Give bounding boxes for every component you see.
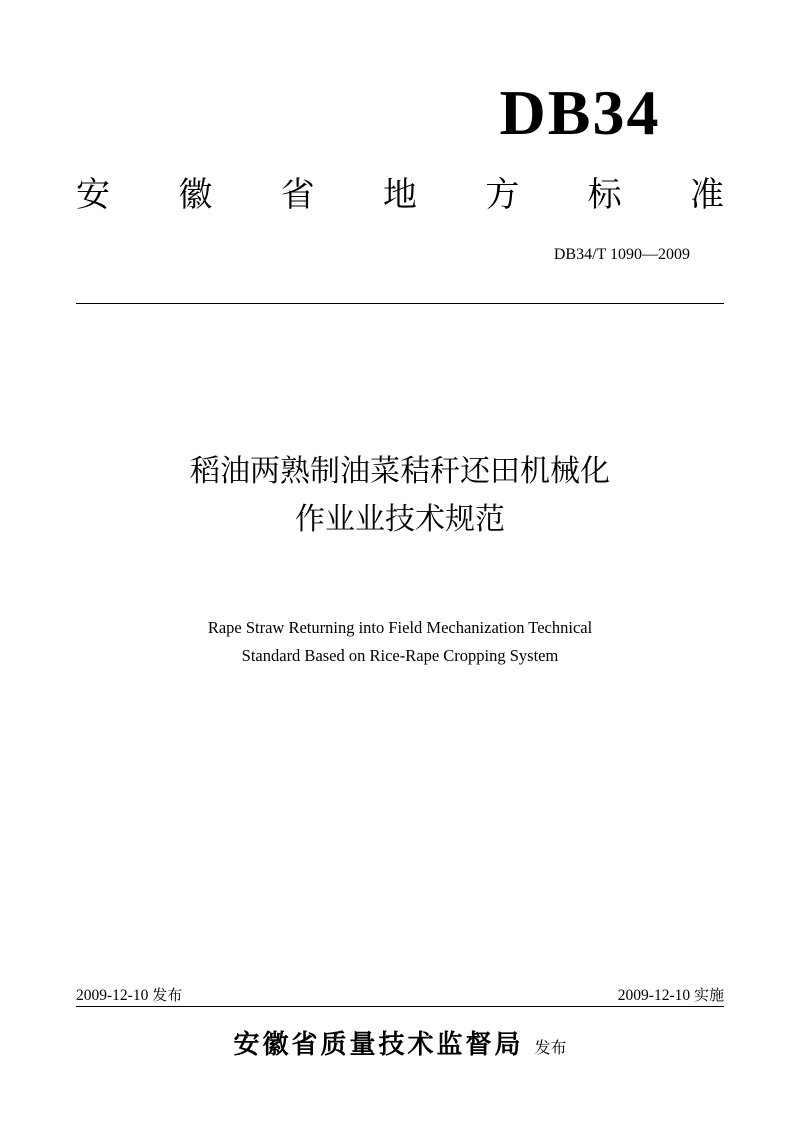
chinese-title-line-2: 作业业技术规范	[295, 502, 505, 537]
release-date-line	[76, 985, 182, 1006]
standard-type-char: 安	[76, 175, 110, 215]
implement-date: 2009-12-10	[617, 987, 691, 1004]
release-label: 发布	[152, 986, 183, 1004]
issuer-line	[76, 1025, 724, 1068]
standard-number: DB34/T 1090—2009	[553, 246, 690, 263]
english-title	[76, 614, 724, 670]
bottom-divider	[76, 1006, 724, 1007]
english-title-line-2: Standard Based on Rice-Rape Cropping System	[241, 646, 559, 665]
issuer-suffix: 发布	[534, 1038, 567, 1057]
standard-code: DB34	[499, 77, 661, 148]
release-date: 2009-12-10	[76, 987, 149, 1004]
issuer-name: 安徽省质量技术监督局	[233, 1030, 524, 1060]
implement-label: 实施	[693, 986, 724, 1004]
standard-type-char: 徽	[178, 175, 213, 215]
chinese-title-line-1: 稻油两熟制油菜秸秆还田机械化	[190, 454, 610, 489]
standard-type-char: 省	[280, 175, 315, 215]
top-divider	[76, 303, 724, 304]
standard-type-heading	[76, 170, 724, 220]
english-title-line-1: Rape Straw Returning into Field Mechanization Technical	[207, 618, 593, 637]
standard-type-char: 标	[587, 175, 622, 215]
standard-type-char: 方	[485, 175, 520, 215]
chinese-title	[76, 448, 724, 544]
standard-type-char: 准	[689, 175, 724, 215]
implement-date-line	[618, 985, 724, 1006]
standard-type-char: 地	[382, 175, 417, 215]
